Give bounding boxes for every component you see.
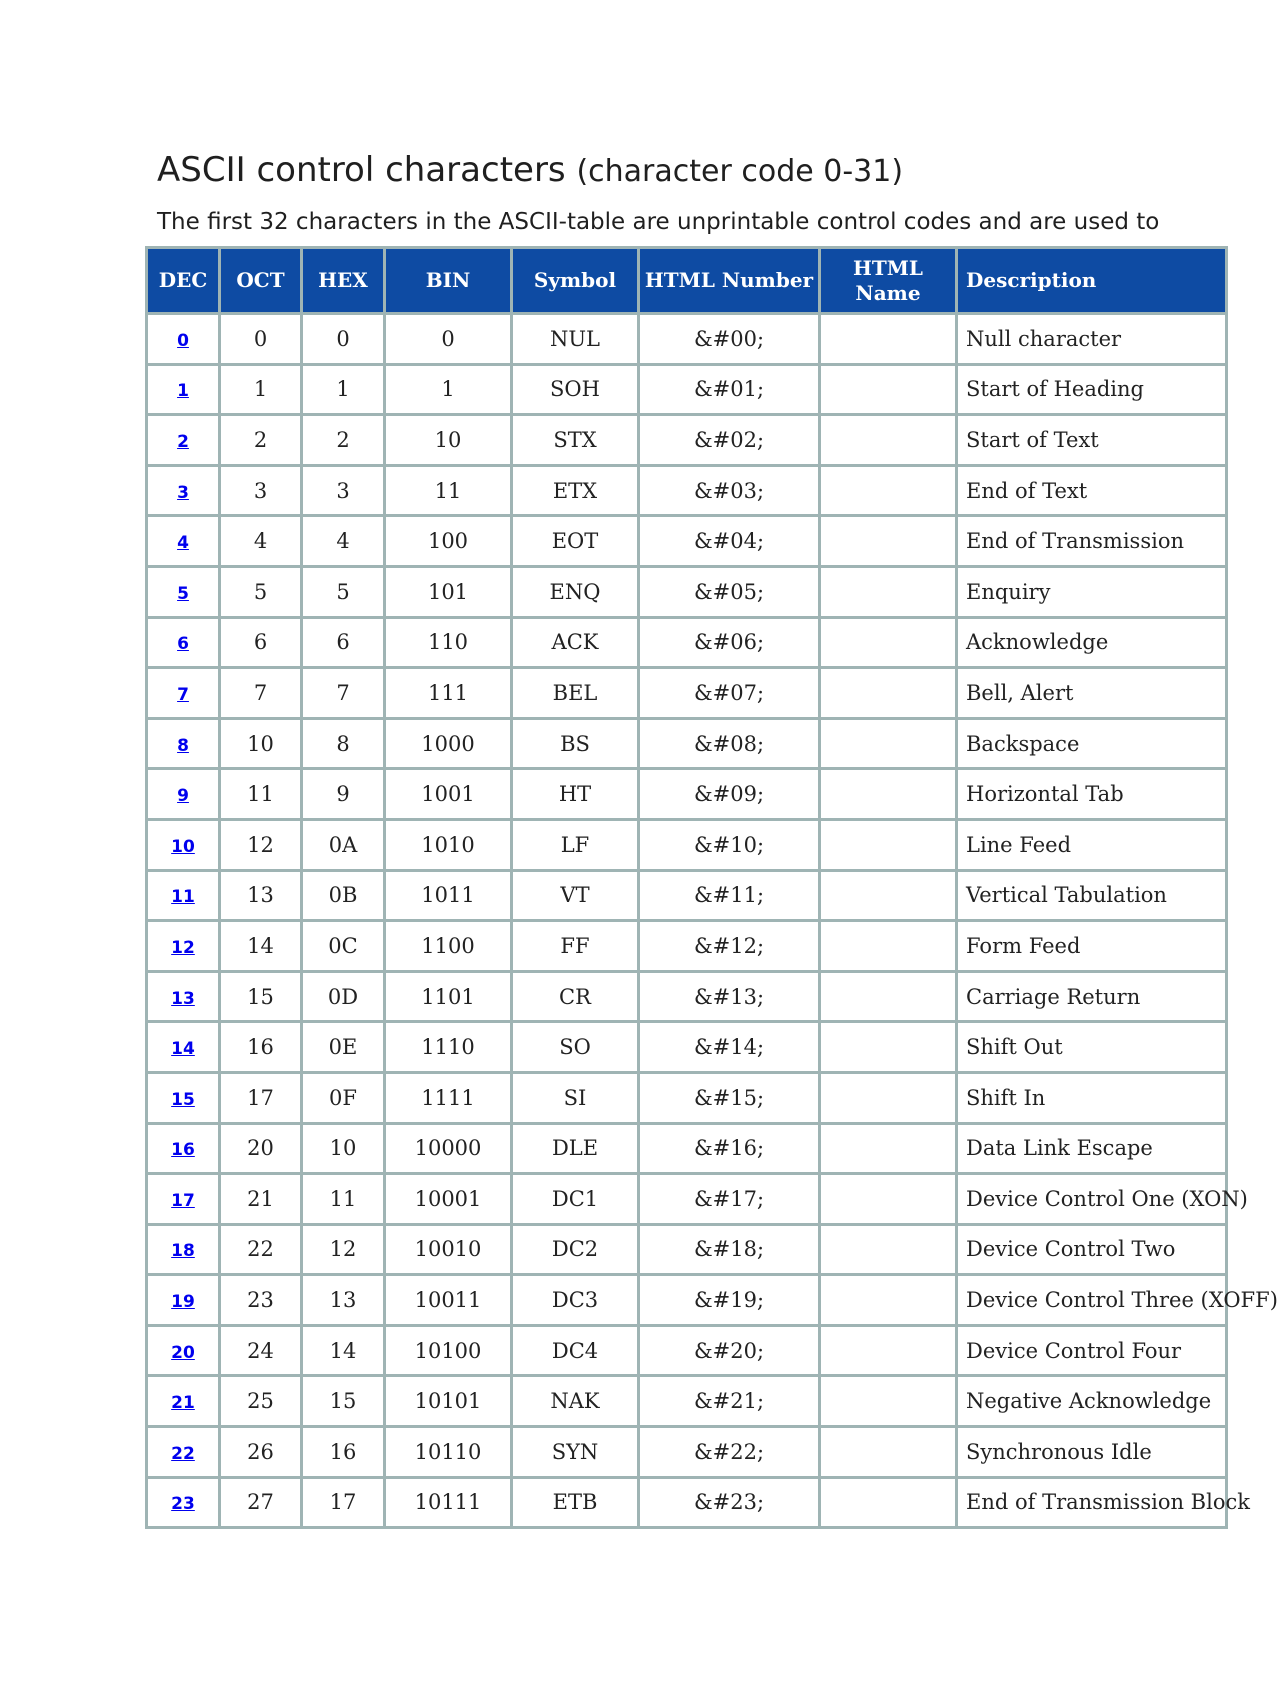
- cell-html-name: [821, 1479, 958, 1530]
- cell-oct: 4: [221, 517, 303, 568]
- cell-hex: 6: [303, 619, 386, 670]
- cell-description: Form Feed: [958, 922, 1228, 973]
- table-row: [148, 1175, 1228, 1226]
- cell-symbol: DC1: [513, 1175, 640, 1226]
- cell-html-name: [821, 467, 958, 518]
- cell-description: Device Control Four: [958, 1327, 1228, 1378]
- cell-html-number: &#15;: [640, 1074, 821, 1125]
- cell-html-name: [821, 922, 958, 973]
- cell-bin: 1001: [386, 770, 513, 821]
- cell-hex: 3: [303, 467, 386, 518]
- cell-html-name: [821, 720, 958, 771]
- dec-link[interactable]: 4: [177, 533, 189, 554]
- dec-link[interactable]: 10: [171, 836, 195, 857]
- cell-symbol: SYN: [513, 1428, 640, 1479]
- dec-link[interactable]: 16: [171, 1140, 195, 1161]
- cell-symbol: LF: [513, 821, 640, 872]
- cell-html-name: [821, 568, 958, 619]
- cell-html-name: [821, 366, 958, 417]
- table-row: [148, 619, 1228, 670]
- cell-dec: [148, 1377, 221, 1428]
- table-row: [148, 720, 1228, 771]
- col-header-symbol: Symbol: [513, 249, 640, 315]
- dec-link[interactable]: 22: [171, 1443, 195, 1464]
- table-row: [148, 517, 1228, 568]
- cell-bin: 1100: [386, 922, 513, 973]
- table-row: [148, 1023, 1228, 1074]
- cell-dec: [148, 1125, 221, 1176]
- cell-bin: 0: [386, 315, 513, 366]
- table-row: [148, 872, 1228, 923]
- cell-symbol: SOH: [513, 366, 640, 417]
- dec-link[interactable]: 15: [171, 1089, 195, 1110]
- dec-link[interactable]: 13: [171, 988, 195, 1009]
- cell-description: Data Link Escape: [958, 1125, 1228, 1176]
- cell-bin: 1010: [386, 821, 513, 872]
- cell-hex: 0C: [303, 922, 386, 973]
- col-header-description: Description: [958, 249, 1228, 315]
- cell-bin: 1011: [386, 872, 513, 923]
- dec-link[interactable]: 14: [171, 1039, 195, 1060]
- cell-hex: 8: [303, 720, 386, 771]
- table-body: [148, 315, 1278, 1529]
- cell-html-name: [821, 1276, 958, 1327]
- cell-description: Negative Acknowledge: [958, 1377, 1228, 1428]
- cell-symbol: CR: [513, 973, 640, 1024]
- cell-dec: [148, 568, 221, 619]
- cell-html-name: [821, 821, 958, 872]
- cell-oct: 22: [221, 1226, 303, 1277]
- cell-html-number: &#18;: [640, 1226, 821, 1277]
- cell-bin: 11: [386, 467, 513, 518]
- cell-description: Carriage Return: [958, 973, 1228, 1024]
- cell-oct: 10: [221, 720, 303, 771]
- dec-link[interactable]: 18: [171, 1241, 195, 1262]
- cell-oct: 5: [221, 568, 303, 619]
- cell-html-number: &#05;: [640, 568, 821, 619]
- cell-oct: 7: [221, 669, 303, 720]
- cell-hex: 2: [303, 416, 386, 467]
- cell-symbol: EOT: [513, 517, 640, 568]
- cell-html-number: &#11;: [640, 872, 821, 923]
- cell-symbol: NAK: [513, 1377, 640, 1428]
- cell-symbol: SO: [513, 1023, 640, 1074]
- cell-description: Start of Heading: [958, 366, 1228, 417]
- cell-bin: 110: [386, 619, 513, 670]
- dec-link[interactable]: 21: [171, 1393, 195, 1414]
- cell-html-number: &#17;: [640, 1175, 821, 1226]
- cell-dec: [148, 669, 221, 720]
- cell-oct: 1: [221, 366, 303, 417]
- cell-description: Null character: [958, 315, 1228, 366]
- table-row: [148, 366, 1228, 417]
- cell-dec: [148, 366, 221, 417]
- cell-description: Shift Out: [958, 1023, 1228, 1074]
- table-header-row: [148, 249, 1228, 315]
- cell-bin: 10101: [386, 1377, 513, 1428]
- cell-symbol: BS: [513, 720, 640, 771]
- cell-hex: 10: [303, 1125, 386, 1176]
- cell-description: Acknowledge: [958, 619, 1228, 670]
- table-row: [148, 1074, 1228, 1125]
- cell-html-number: &#22;: [640, 1428, 821, 1479]
- cell-symbol: VT: [513, 872, 640, 923]
- cell-symbol: DC2: [513, 1226, 640, 1277]
- cell-symbol: STX: [513, 416, 640, 467]
- col-header-dec: DEC: [148, 249, 221, 315]
- table-row: [148, 1377, 1228, 1428]
- cell-oct: 11: [221, 770, 303, 821]
- cell-description: Start of Text: [958, 416, 1228, 467]
- cell-hex: 11: [303, 1175, 386, 1226]
- cell-html-name: [821, 973, 958, 1024]
- cell-html-number: &#00;: [640, 315, 821, 366]
- cell-oct: 27: [221, 1479, 303, 1530]
- table-row: [148, 1125, 1228, 1176]
- cell-symbol: SI: [513, 1074, 640, 1125]
- cell-dec: [148, 973, 221, 1024]
- table-row: [148, 1327, 1228, 1378]
- cell-html-number: &#04;: [640, 517, 821, 568]
- cell-html-name: [821, 770, 958, 821]
- table-row: [148, 922, 1228, 973]
- cell-oct: 25: [221, 1377, 303, 1428]
- cell-html-number: &#12;: [640, 922, 821, 973]
- dec-link[interactable]: 0: [177, 330, 189, 351]
- cell-oct: 12: [221, 821, 303, 872]
- cell-html-number: &#09;: [640, 770, 821, 821]
- cell-dec: [148, 872, 221, 923]
- cell-hex: 1: [303, 366, 386, 417]
- cell-bin: 10011: [386, 1276, 513, 1327]
- dec-link[interactable]: 7: [177, 684, 189, 705]
- cell-html-name: [821, 872, 958, 923]
- cell-hex: 0E: [303, 1023, 386, 1074]
- cell-dec: [148, 1175, 221, 1226]
- dec-link[interactable]: 3: [177, 482, 189, 503]
- dec-link[interactable]: 2: [177, 431, 189, 452]
- table-row: [148, 467, 1228, 518]
- cell-dec: [148, 922, 221, 973]
- cell-html-number: &#16;: [640, 1125, 821, 1176]
- cell-oct: 3: [221, 467, 303, 518]
- cell-hex: 12: [303, 1226, 386, 1277]
- cell-html-name: [821, 517, 958, 568]
- cell-symbol: DC4: [513, 1327, 640, 1378]
- cell-dec: [148, 1276, 221, 1327]
- cell-dec: [148, 821, 221, 872]
- ascii-control-table: [145, 246, 1278, 1529]
- cell-bin: 10010: [386, 1226, 513, 1277]
- cell-dec: [148, 619, 221, 670]
- table-row: [148, 1226, 1228, 1277]
- cell-description: Line Feed: [958, 821, 1228, 872]
- table-row: [148, 416, 1228, 467]
- cell-oct: 0: [221, 315, 303, 366]
- cell-hex: 0: [303, 315, 386, 366]
- cell-oct: 13: [221, 872, 303, 923]
- cell-symbol: DC3: [513, 1276, 640, 1327]
- cell-html-name: [821, 1074, 958, 1125]
- table-row: [148, 669, 1228, 720]
- cell-html-number: &#10;: [640, 821, 821, 872]
- cell-symbol: ETX: [513, 467, 640, 518]
- cell-hex: 0A: [303, 821, 386, 872]
- cell-html-number: &#02;: [640, 416, 821, 467]
- table-row: [148, 315, 1228, 366]
- cell-html-number: &#23;: [640, 1479, 821, 1530]
- cell-description: Enquiry: [958, 568, 1228, 619]
- cell-html-name: [821, 1175, 958, 1226]
- cell-bin: 10111: [386, 1479, 513, 1530]
- cell-html-name: [821, 315, 958, 366]
- cell-html-number: &#21;: [640, 1377, 821, 1428]
- cell-html-number: &#06;: [640, 619, 821, 670]
- cell-description: Vertical Tabulation: [958, 872, 1228, 923]
- table-row: [148, 568, 1228, 619]
- cell-oct: 17: [221, 1074, 303, 1125]
- cell-html-number: &#19;: [640, 1276, 821, 1327]
- table-row: [148, 973, 1228, 1024]
- cell-symbol: FF: [513, 922, 640, 973]
- col-header-hex: HEX: [303, 249, 386, 315]
- cell-dec: [148, 517, 221, 568]
- cell-html-number: &#03;: [640, 467, 821, 518]
- intro-text: The first 32 characters in the ASCII-table are unprintable control codes and are used to: [157, 209, 1160, 235]
- table-row: [148, 1428, 1228, 1479]
- cell-bin: 10000: [386, 1125, 513, 1176]
- dec-link[interactable]: 9: [177, 786, 189, 807]
- cell-html-number: &#07;: [640, 669, 821, 720]
- cell-html-name: [821, 1125, 958, 1176]
- cell-dec: [148, 1428, 221, 1479]
- col-header-html-name: HTML Name: [821, 249, 958, 315]
- dec-link[interactable]: 1: [177, 381, 189, 402]
- table-row: [148, 1479, 1228, 1530]
- cell-bin: 1000: [386, 720, 513, 771]
- cell-description: End of Text: [958, 467, 1228, 518]
- cell-hex: 9: [303, 770, 386, 821]
- cell-hex: 0B: [303, 872, 386, 923]
- cell-bin: 10100: [386, 1327, 513, 1378]
- dec-link[interactable]: 20: [171, 1342, 195, 1363]
- cell-oct: 15: [221, 973, 303, 1024]
- cell-dec: [148, 720, 221, 771]
- cell-html-name: [821, 1327, 958, 1378]
- cell-oct: 20: [221, 1125, 303, 1176]
- cell-html-number: &#01;: [640, 366, 821, 417]
- cell-description: Device Control Two: [958, 1226, 1228, 1277]
- cell-hex: 0D: [303, 973, 386, 1024]
- cell-dec: [148, 1327, 221, 1378]
- col-header-bin: BIN: [386, 249, 513, 315]
- cell-dec: [148, 1023, 221, 1074]
- cell-bin: 10001: [386, 1175, 513, 1226]
- col-header-oct: OCT: [221, 249, 303, 315]
- cell-symbol: BEL: [513, 669, 640, 720]
- cell-description: Device Control Three (XOFF): [958, 1276, 1228, 1327]
- cell-dec: [148, 1074, 221, 1125]
- cell-oct: 14: [221, 922, 303, 973]
- cell-html-name: [821, 619, 958, 670]
- cell-oct: 21: [221, 1175, 303, 1226]
- cell-symbol: NUL: [513, 315, 640, 366]
- cell-bin: 101: [386, 568, 513, 619]
- cell-symbol: ETB: [513, 1479, 640, 1530]
- cell-bin: 10: [386, 416, 513, 467]
- cell-html-name: [821, 416, 958, 467]
- cell-symbol: DLE: [513, 1125, 640, 1176]
- cell-hex: 13: [303, 1276, 386, 1327]
- dec-link[interactable]: 12: [171, 937, 195, 958]
- dec-link[interactable]: 11: [171, 887, 195, 908]
- cell-html-number: &#08;: [640, 720, 821, 771]
- cell-bin: 1101: [386, 973, 513, 1024]
- cell-hex: 15: [303, 1377, 386, 1428]
- cell-dec: [148, 416, 221, 467]
- page-title-sub: (character code 0-31): [576, 154, 904, 189]
- cell-hex: 5: [303, 568, 386, 619]
- page-title-main: ASCII control characters: [157, 150, 566, 190]
- cell-description: Horizontal Tab: [958, 770, 1228, 821]
- table-row: [148, 1276, 1228, 1327]
- cell-html-name: [821, 1428, 958, 1479]
- cell-dec: [148, 467, 221, 518]
- cell-symbol: ENQ: [513, 568, 640, 619]
- cell-oct: 23: [221, 1276, 303, 1327]
- cell-oct: 16: [221, 1023, 303, 1074]
- cell-oct: 2: [221, 416, 303, 467]
- cell-description: Bell, Alert: [958, 669, 1228, 720]
- cell-hex: 16: [303, 1428, 386, 1479]
- cell-bin: 111: [386, 669, 513, 720]
- cell-oct: 6: [221, 619, 303, 670]
- col-header-html-number: HTML Number: [640, 249, 821, 315]
- cell-bin: 100: [386, 517, 513, 568]
- cell-dec: [148, 1226, 221, 1277]
- cell-symbol: HT: [513, 770, 640, 821]
- cell-hex: 17: [303, 1479, 386, 1530]
- cell-hex: 7: [303, 669, 386, 720]
- cell-description: Device Control One (XON): [958, 1175, 1228, 1226]
- cell-html-name: [821, 1226, 958, 1277]
- dec-link[interactable]: 5: [177, 583, 189, 604]
- table-row: [148, 770, 1228, 821]
- cell-hex: 4: [303, 517, 386, 568]
- cell-bin: 1111: [386, 1074, 513, 1125]
- cell-description: End of Transmission Block: [958, 1479, 1228, 1530]
- cell-html-number: &#13;: [640, 973, 821, 1024]
- cell-hex: 14: [303, 1327, 386, 1378]
- cell-dec: [148, 315, 221, 366]
- dec-link[interactable]: 19: [171, 1292, 195, 1313]
- cell-html-name: [821, 1377, 958, 1428]
- cell-html-number: &#20;: [640, 1327, 821, 1378]
- dec-link[interactable]: 23: [171, 1494, 195, 1515]
- dec-link[interactable]: 8: [177, 735, 189, 756]
- dec-link[interactable]: 6: [177, 634, 189, 655]
- cell-description: Backspace: [958, 720, 1228, 771]
- cell-hex: 0F: [303, 1074, 386, 1125]
- cell-description: Synchronous Idle: [958, 1428, 1228, 1479]
- cell-dec: [148, 1479, 221, 1530]
- cell-html-number: &#14;: [640, 1023, 821, 1074]
- cell-bin: 10110: [386, 1428, 513, 1479]
- cell-oct: 24: [221, 1327, 303, 1378]
- cell-description: Shift In: [958, 1074, 1228, 1125]
- cell-html-name: [821, 1023, 958, 1074]
- cell-bin: 1110: [386, 1023, 513, 1074]
- table-row: [148, 821, 1228, 872]
- cell-symbol: ACK: [513, 619, 640, 670]
- dec-link[interactable]: 17: [171, 1190, 195, 1211]
- cell-oct: 26: [221, 1428, 303, 1479]
- cell-bin: 1: [386, 366, 513, 417]
- page-title: [157, 148, 903, 194]
- cell-description: End of Transmission: [958, 517, 1228, 568]
- cell-html-name: [821, 669, 958, 720]
- cell-dec: [148, 770, 221, 821]
